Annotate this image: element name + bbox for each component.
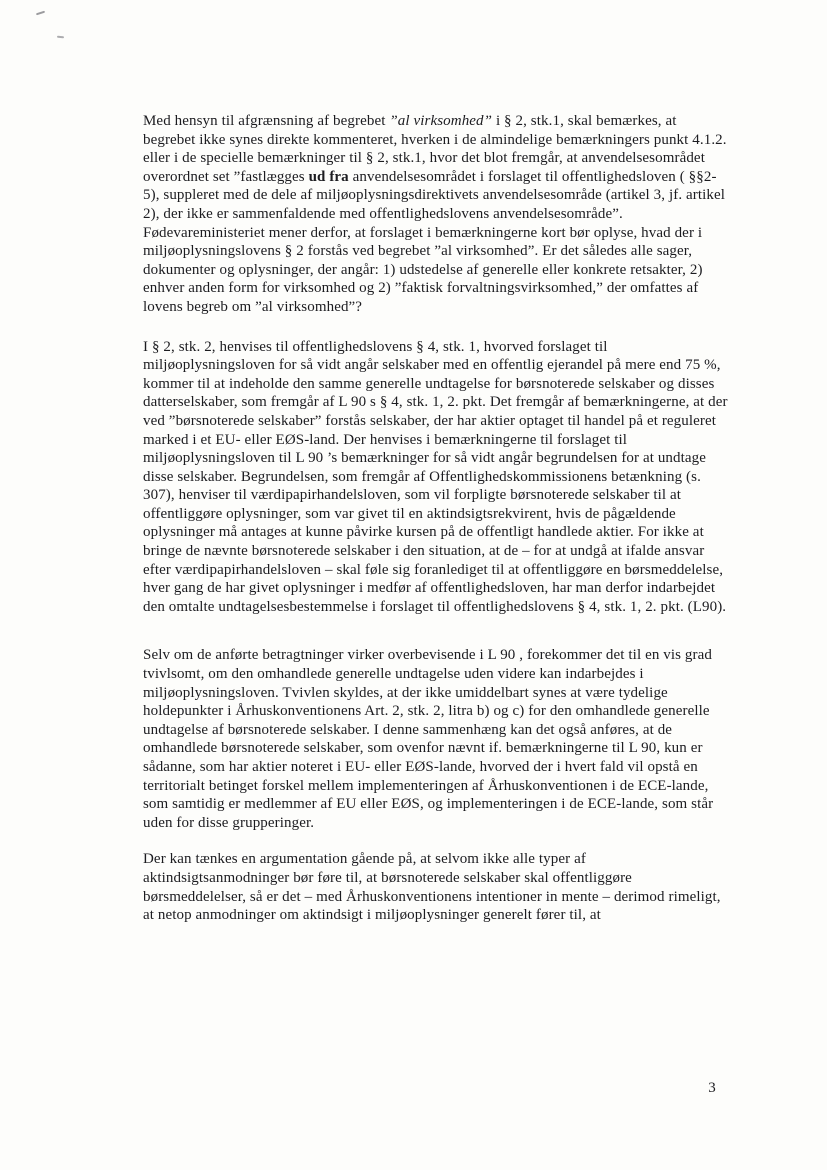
text-segment: Der kan tænkes en argumentation gående på, at selvom ikke alle typer af aktindsigtsanmodninger bør føre til, at børsnoterede selskaber skal offentliggøre børsmeddelelser, så er det – med Århuskonventionens intentioner in mente – derimod rimeligt, at netop anmodninger om aktindsigt i miljøoplysninger generelt fører til, at	[143, 851, 721, 924]
paragraph	[143, 850, 731, 924]
text-segment: Med hensyn til afgrænsning af begrebet	[143, 113, 390, 129]
text-segment: ud fra	[308, 168, 349, 185]
paragraph	[143, 112, 731, 317]
text-segment: anvendelsesområdet i forslaget til offentlighedsloven ( §§2-5), suppleret med de dele af miljøoplysningsdirektivets anvendelsesområde (artikel 3, jf. artikel 2), der ikke er sammenfaldende med offentlighedslovens anvendelsesområde”. Fødevareministeriet mener derfor, at forslaget i bemærkningerne kort bør oplyse, hvad der i miljøoplysningslovens § 2 forstås ved begrebet ”al virksomhed”. Er det således alle sager, dokumenter og oplysninger, der angår: 1) udstedelse af generelle eller konkrete retsakter, 2) enhver anden form for virksomhed og 2) ”faktisk forvaltningsvirksomhed,” der omfattes af lovens begreb om ”al virksomhed”?	[143, 168, 726, 315]
text-segment: I § 2, stk. 2, henvises til offentlighedslovens § 4, stk. 1, hvorved forslaget til miljøoplysningsloven for så vidt angår selskaber med en offentlig ejerandel på mere end 75 %, kommer til at indeholde den samme generelle undtagelse for børsnoterede selskaber og disses datterselskaber, som fremgår af L 90 s § 4, stk. 1, 2. pkt. Det fremgår af bemærkningerne, at der ved ”børsnoterede selskaber” forstås selskaber, der har aktier optaget til handel på et reguleret marked i et EU- eller EØS-land. Der henvises i bemærkningerne til forslaget til miljøoplysningsloven til L 90 ’s bemærkninger for så vidt angår begrundelsen for at undtage disse selskaber. Begrundelsen, som fremgår af Offentlighedskommissionens betænkning (s. 307), henviser til værdipapirhandelsloven, som vil forpligte børsnoterede selskaber til at offentliggøre oplysninger, som var givet til en aktindsigtsrekvirent, hvis de pågældende oplysninger må antages at kunne påvirke kursen på de offentligt handlede aktier. For ikke at bringe de nævnte børsnoterede selskaber i den situation, at de – for at undgå at ifalde ansvar efter værdipapirhandelsloven – skal føle sig foranlediget til at offentliggøre en børsmeddelelse, hver gang de har givet oplysninger i medfør af offentlighedsloven, har man derfor indarbejdet den omtalte undtagelsesbestemmelse i forslaget til offentlighedslovens § 4, stk. 1, 2. pkt. (L90).	[143, 338, 728, 615]
text-segment: ”al virksomhed”	[389, 113, 493, 129]
paragraph	[143, 646, 731, 832]
page-number: 3	[708, 1080, 716, 1096]
document-body-text	[143, 112, 731, 925]
scan-artifact-mark	[57, 36, 64, 39]
text-segment: i § 2, stk.1, skal bemærkes, at begrebet ikke synes direkte kommenteret, hverken i de almindelige bemærkningers punkt 4.1.2. eller i de specielle bemærkninger til § 2, stk.1, hvor det blot fremgår, at anvendelsesområdet overordnet set ”fastlægges	[143, 113, 727, 185]
paragraph	[143, 338, 731, 617]
scan-artifact-mark	[36, 11, 45, 16]
text-segment: Selv om de anførte betragtninger virker overbevisende i L 90 , forekommer det til en vis grad tvivlsomt, om den omhandlede generelle undtagelse uden videre kan indarbejdes i miljøoplysningsloven. Tvivlen skyldes, at der ikke umiddelbart synes at være tydelige holdepunkter i Århuskonventionens Art. 2, stk. 2, litra b) og c) for den omhandlede generelle undtagelse af børsnoterede selskaber. I denne sammenhæng kan det også anføres, at de omhandlede børsnoterede selskaber, som ovenfor nævnt if. bemærkningerne til L 90, kun er sådanne, som har aktier noteret i EU- eller EØS-lande, hvorved der i hvert fald vil opstå en territorialt betinget forskel mellem implementeringen af Århuskonventionen i de ECE-lande, som samtidig er medlemmer af EU eller EØS, og implementeringen i de ECE-lande, som står uden for disse grupperinger.	[143, 647, 714, 831]
